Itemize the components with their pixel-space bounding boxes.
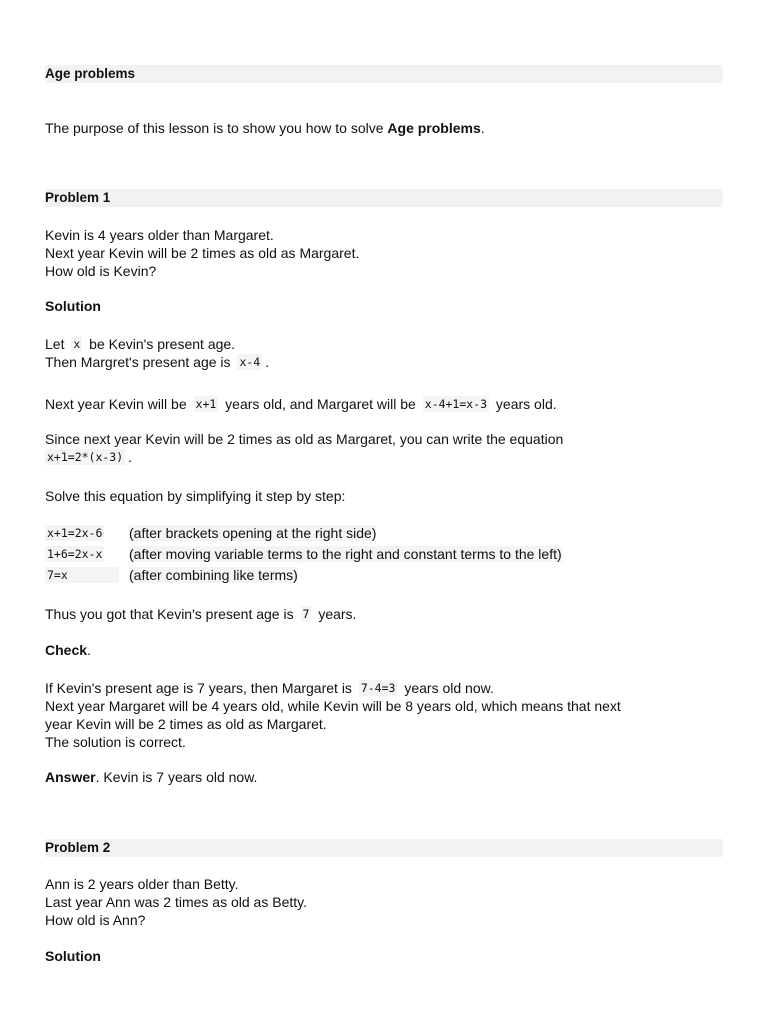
check-text-end: years old now. (400, 680, 494, 696)
solution-steps (45, 524, 723, 584)
solve-intro: Solve this equation by simplifying it step by step: (45, 488, 346, 504)
step-row (45, 524, 723, 542)
thus-text: Thus you got that Kevin's present age is (45, 606, 298, 622)
math-expression: 7-4=3 (360, 681, 396, 695)
math-expression: x+1 (195, 397, 217, 411)
step-equation: x+1=2x-6 (47, 526, 103, 540)
statement-line: How old is Kevin? (45, 263, 157, 279)
check-line: year Kevin will be 2 times as old as Margaret. (45, 716, 327, 732)
intro-text: The purpose of this lesson is to show you how to solve (45, 120, 388, 136)
next-year-statement (45, 395, 723, 413)
problem-1-heading: Problem 1 (45, 189, 723, 207)
problem-1-solution-heading: Solution (45, 298, 101, 314)
check-label: Check (45, 642, 88, 658)
step-note: (after moving variable terms to the right and constant terms to the left) (129, 546, 562, 562)
next-text-mid: years old, and Margaret will be (221, 396, 420, 412)
math-expression: x-4 (239, 355, 261, 369)
math-expression: x (73, 337, 81, 351)
problem-2-heading: Problem 2 (45, 839, 723, 857)
next-text-end: years old. (492, 396, 557, 412)
step-note: (after combining like terms) (129, 567, 298, 583)
problem-2-solution-heading: Solution (45, 948, 101, 964)
let-text-end: be Kevin's present age. (85, 336, 236, 352)
problem-2-statement (45, 875, 723, 929)
check-line: Next year Margaret will be 4 years old, while Kevin will be 8 years old, which means that next (45, 698, 621, 714)
step-row (45, 566, 723, 584)
page-title: Age problems (45, 65, 723, 83)
intro-bold: Age problems (387, 120, 481, 136)
step-note: (after brackets opening at the right side) (129, 525, 377, 541)
statement-line: Last year Ann was 2 times as old as Betty. (45, 894, 307, 910)
next-text: Next year Kevin will be (45, 396, 191, 412)
math-expression: x-4+1=x-3 (424, 397, 488, 411)
intro-post: . (480, 120, 485, 136)
then-text: Then Margret's present age is (45, 354, 235, 370)
problem-1-statement (45, 226, 723, 280)
statement-line: Ann is 2 years older than Betty. (45, 876, 239, 892)
step-equation: 1+6=2x-x (47, 547, 103, 561)
let-text: Let (45, 336, 69, 352)
step-row (45, 545, 723, 563)
statement-line: Next year Kevin will be 2 times as old as Margaret. (45, 245, 360, 261)
since-text: Since next year Kevin will be 2 times as old as Margaret, you can write the equation (45, 431, 564, 447)
statement-line: How old is Ann? (45, 912, 146, 928)
then-text-end: . (265, 354, 270, 370)
check-text: If Kevin's present age is 7 years, then Margaret is (45, 680, 356, 696)
let-statement (45, 335, 723, 371)
math-expression: 7 (302, 607, 310, 621)
check-line: The solution is correct. (45, 734, 186, 750)
thus-text-end: years. (314, 606, 357, 622)
statement-line: Kevin is 4 years older than Margaret. (45, 227, 274, 243)
answer-label: Answer (45, 769, 96, 785)
check-paragraph (45, 679, 723, 751)
equation-statement (45, 430, 723, 466)
intro-paragraph (45, 119, 723, 137)
check-label-end: . (87, 642, 91, 658)
check-heading (45, 641, 723, 659)
thus-statement (45, 605, 723, 623)
equation-end: . (128, 449, 133, 465)
answer-text: . Kevin is 7 years old now. (95, 769, 258, 785)
answer-statement (45, 768, 723, 786)
step-equation: 7=x (45, 567, 119, 583)
math-equation: x+1=2*(x-3) (47, 450, 124, 464)
